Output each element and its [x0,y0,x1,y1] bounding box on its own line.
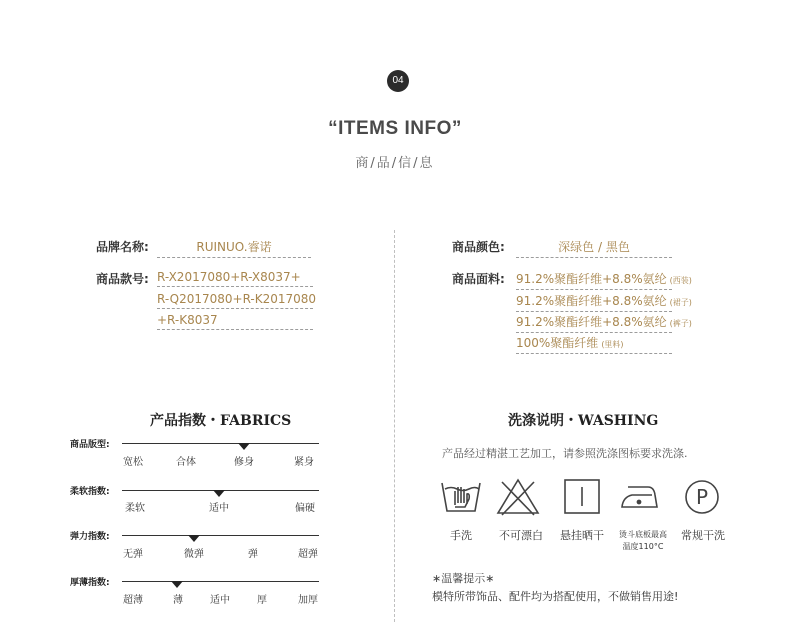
thickness-option: 薄 [173,595,183,606]
brand-label: 品牌名称: [96,240,149,254]
elasticity-option: 弹 [248,549,258,560]
dry-clean-symbol: P [695,485,709,509]
color-value: 深绿色 / 黑色 [516,238,672,258]
thickness-scale-line [122,581,319,582]
elasticity-scale-label: 弹力指数: [70,532,110,542]
fit-option: 合体 [176,457,196,468]
fit-scale-marker [238,443,250,450]
thickness-option: 厚 [257,595,267,606]
style-number-value-1: R-X2017080+R-X8037+ [157,270,313,287]
fit-option: 紧身 [294,457,314,468]
washing-title: 洗涤说明・WASHING [508,413,659,429]
hang-dry-icon [560,477,604,517]
page-subtitle: 商/品/信/息 [355,156,435,171]
dry-clean-icon [680,477,724,517]
style-number-label: 商品款号: [96,272,149,286]
dry-clean-label: 常规干洗 [681,529,725,542]
washing-description: 产品经过精湛工艺加工，请参照洗涤图标要求洗涤. [442,447,688,460]
thickness-scale-marker [171,581,183,588]
center-divider [394,230,395,622]
fit-option: 宽松 [123,457,143,468]
elasticity-option: 无弹 [123,549,143,560]
hand-wash-icon [439,477,483,517]
no-bleach-label: 不可漂白 [499,529,543,542]
thickness-option: 加厚 [298,595,318,606]
style-number-value-3: +R-K8037 [157,313,313,330]
brand-value: RUINUO.睿诺 [157,238,311,258]
fabric-label: 商品面料: [452,272,505,286]
elasticity-scale-line [122,535,319,536]
thickness-scale-label: 厚薄指数: [70,578,110,588]
thickness-option: 超薄 [123,595,143,606]
fit-option: 修身 [234,457,254,468]
iron-icon [618,477,662,517]
fabric-value-4: 100%聚酯纤维 (里料) [516,334,672,354]
softness-option: 偏硬 [295,503,315,514]
fabric-value-3: 91.2%聚酯纤维+8.8%氨纶 (裤子) [516,313,672,333]
no-bleach-icon [496,477,540,517]
softness-option: 柔软 [125,503,145,514]
hand-wash-label: 手洗 [450,529,472,542]
softness-scale-marker [213,490,225,497]
iron-label: 烫斗底板最高 温度110°C [619,530,667,551]
fit-scale-label: 商品版型: [70,440,110,450]
elasticity-option: 微弹 [184,549,204,560]
elasticity-scale-marker [188,535,200,542]
page-title: “ITEMS INFO” [328,118,462,139]
softness-option: 适中 [209,503,229,514]
fabric-value-1: 91.2%聚酯纤维+8.8%氨纶 (西装) [516,270,672,290]
fabric-value-2: 91.2%聚酯纤维+8.8%氨纶 (裙子) [516,292,672,312]
fabrics-title: 产品指数・FABRICS [150,413,292,429]
fit-scale-line [122,443,319,444]
hang-dry-label: 悬挂晒干 [560,529,604,542]
tip-title: ∗温馨提示∗ [432,572,495,585]
section-number-badge: 04 [387,70,409,92]
tip-text: 模特所带饰品、配件均为搭配使用，不做销售用途! [432,590,679,603]
elasticity-option: 超弹 [298,549,318,560]
softness-scale-label: 柔软指数: [70,487,110,497]
thickness-option: 适中 [210,595,230,606]
color-label: 商品颜色: [452,240,505,254]
style-number-value-2: R-Q2017080+R-K2017080 [157,292,313,309]
